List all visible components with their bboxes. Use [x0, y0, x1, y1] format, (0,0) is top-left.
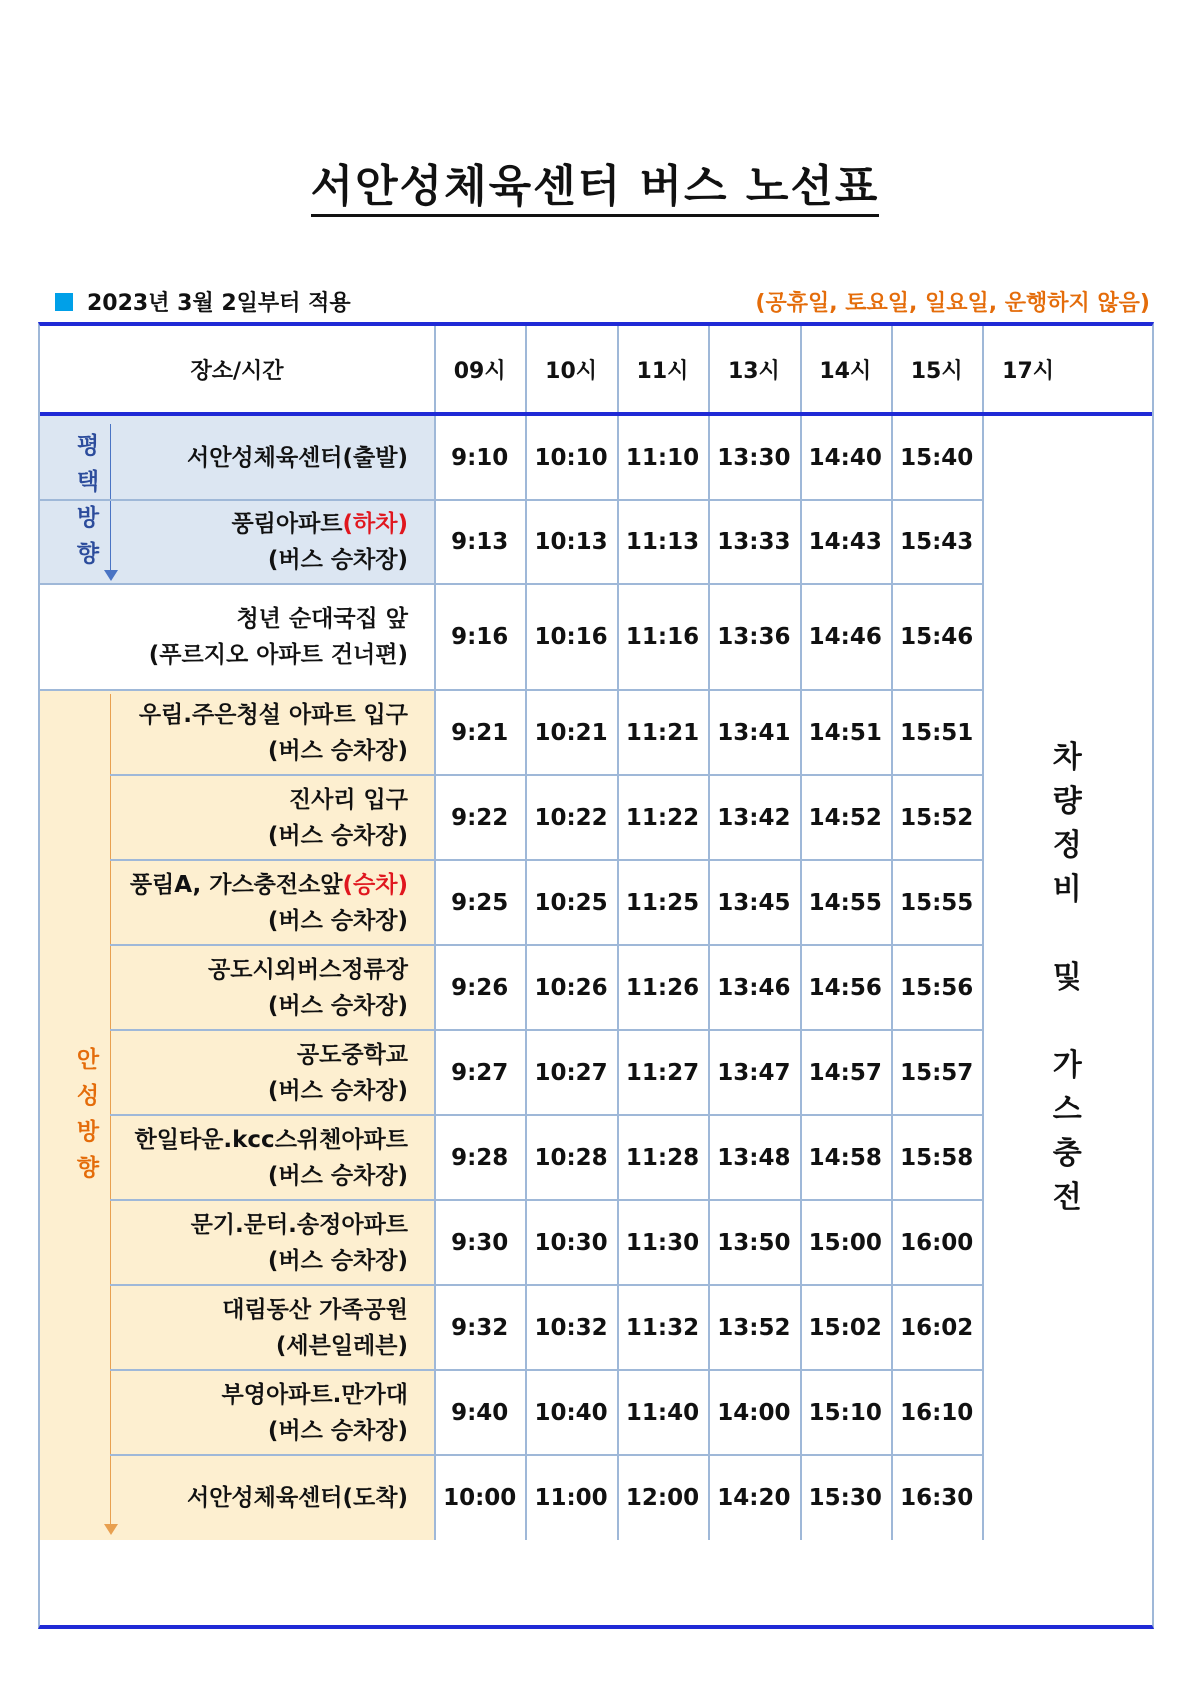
departure-time: 16:02: [900, 1314, 974, 1341]
departure-time: 15:51: [900, 719, 974, 746]
boarding-mark: (하차): [342, 511, 408, 537]
departure-time: 14:20: [717, 1484, 791, 1511]
departure-time: 9:16: [451, 624, 509, 650]
effective-date-text: 2023년 3월 2일부터 적용: [87, 291, 351, 316]
stop-name-text: 청년 순대국집 앞: [236, 606, 408, 632]
header-hour: 17시: [1002, 358, 1055, 384]
column-divider: [617, 416, 619, 1540]
stop-name-line1: [289, 782, 408, 818]
column-divider: [617, 326, 619, 412]
column-divider: [708, 416, 710, 1540]
departure-time: 15:56: [900, 974, 974, 1001]
maintenance-note-char: 차: [1052, 740, 1082, 775]
stop-name-text: 풍림아파트: [231, 511, 343, 537]
stop-name-line2: (푸르지오 아파트 건너편): [148, 642, 408, 668]
stop-name-line1: [187, 440, 408, 476]
departure-time: 9:13: [451, 529, 509, 555]
stop-name-line2: (세븐일레븐): [275, 1332, 408, 1359]
stop-name-line2: (버스 승차장): [267, 992, 408, 1019]
departure-time: 13:45: [717, 889, 791, 916]
departure-time: 11:27: [625, 1059, 700, 1086]
departure-time: 10:16: [534, 624, 608, 650]
stop-name: [40, 690, 434, 775]
departure-time: 15:10: [808, 1399, 882, 1426]
departure-time: 10:00: [443, 1484, 517, 1511]
header-hour: 15시: [910, 358, 963, 384]
stop-name-text: 문기.문터.송정아파트: [190, 1211, 408, 1238]
stop-name-line2: (버스 승차장): [267, 1247, 408, 1274]
departure-time: 14:55: [808, 889, 882, 916]
departure-time: 10:26: [534, 974, 608, 1001]
stop-name-line1: [208, 952, 408, 988]
stop-name-line1: [139, 697, 408, 733]
departure-time: 14:56: [808, 974, 882, 1001]
departure-time: 14:46: [808, 624, 882, 650]
stop-name-text: 한일타운.kcc스위첸아파트: [134, 1126, 408, 1153]
stop-name-text: 공도시외버스정류장: [208, 956, 408, 983]
timetable: [38, 322, 1154, 1629]
departure-time: 14:51: [808, 719, 882, 746]
stop-name-line2: (버스 승차장): [267, 822, 408, 849]
departure-time: 14:40: [808, 445, 882, 471]
departure-time: 11:25: [625, 889, 700, 916]
stop-name-line2: (버스 승차장): [267, 1077, 408, 1104]
departure-time: 10:40: [534, 1399, 608, 1426]
stop-name-line1: [135, 1122, 408, 1158]
stop-name-line1: [222, 1377, 408, 1413]
departure-time: 9:22: [451, 804, 509, 831]
departure-time: 10:13: [534, 529, 608, 555]
departure-time: 10:27: [534, 1059, 608, 1086]
departure-time: 10:30: [534, 1229, 608, 1256]
departure-time: 9:10: [451, 445, 509, 471]
stop-name-line1: [130, 867, 408, 903]
departure-time: 13:48: [717, 1144, 791, 1171]
departure-time: 10:10: [534, 445, 608, 471]
departure-time: 13:30: [717, 445, 791, 471]
column-divider: [708, 326, 710, 412]
header-hour: 13시: [727, 358, 780, 384]
page-title: [0, 150, 1190, 214]
departure-time: 9:21: [451, 719, 509, 746]
departure-time: 13:36: [717, 624, 791, 650]
holiday-notice: (공휴일, 토요일, 일요일, 운행하지 않음): [755, 291, 1150, 316]
departure-time: 15:58: [900, 1144, 974, 1171]
departure-time: 15:40: [900, 445, 974, 471]
stop-name-text: 서안성체육센터(도착): [187, 1484, 408, 1511]
maintenance-note-char: 충: [1052, 1136, 1082, 1171]
stop-name: [40, 1285, 434, 1370]
pyeongtaek-direction-label: 평 택 방 향: [76, 433, 100, 567]
header-hour: 09시: [453, 358, 506, 384]
departure-time: 9:40: [451, 1399, 509, 1426]
maintenance-note-char: 가: [1052, 1048, 1082, 1083]
stop-name: [40, 945, 434, 1030]
maintenance-note-char: 정: [1052, 828, 1082, 863]
stop-name-line1: [236, 601, 408, 637]
column-divider: [525, 416, 527, 1540]
departure-time: 13:41: [717, 719, 791, 746]
stop-name: [40, 1030, 434, 1115]
departure-time: 15:02: [808, 1314, 882, 1341]
header-hour: 11시: [636, 358, 689, 384]
departure-time: 11:00: [534, 1484, 608, 1511]
departure-time: 14:58: [808, 1144, 882, 1171]
stop-name: [40, 860, 434, 945]
departure-time: 9:26: [451, 974, 509, 1001]
maintenance-note-char: 비: [1052, 872, 1082, 907]
departure-time: 10:28: [534, 1144, 608, 1171]
departure-time: 13:42: [717, 804, 791, 831]
maintenance-note-char: 전: [1052, 1180, 1082, 1215]
departure-time: 14:52: [808, 804, 882, 831]
maintenance-note: [982, 416, 1152, 1540]
column-divider: [891, 326, 893, 412]
departure-time: 12:00: [625, 1484, 700, 1511]
square-bullet-icon: [55, 293, 73, 311]
stop-name-text: 우림.주은청설 아파트 입구: [138, 701, 408, 728]
stop-name: [40, 584, 434, 690]
boarding-mark: (승차): [342, 871, 408, 898]
stop-name: [40, 1370, 434, 1455]
departure-time: 11:26: [625, 974, 700, 1001]
column-divider: [982, 326, 984, 412]
maintenance-note-char: 스: [1052, 1092, 1082, 1127]
departure-time: 9:32: [451, 1314, 509, 1341]
stop-name-text: 부영아파트.만가대: [221, 1381, 408, 1408]
departure-time: 11:30: [625, 1229, 700, 1256]
stop-name: [40, 1455, 434, 1540]
stop-name: [40, 1115, 434, 1200]
departure-time: 13:52: [717, 1314, 791, 1341]
maintenance-note-char: 량: [1052, 784, 1082, 819]
column-divider: [525, 326, 527, 412]
departure-time: 15:46: [900, 624, 974, 650]
stop-name-text: 서안성체육센터(출발): [187, 445, 408, 471]
stop-name-line1: [231, 506, 408, 542]
departure-time: 15:52: [900, 804, 974, 831]
anseong-direction-label: 안 성 방 향: [76, 1047, 100, 1181]
departure-time: 9:27: [451, 1059, 509, 1086]
stop-name-text: 진사리 입구: [288, 786, 408, 813]
departure-time: 13:50: [717, 1229, 791, 1256]
stop-name: [40, 1200, 434, 1285]
departure-time: 10:22: [534, 804, 608, 831]
departure-time: 10:25: [534, 889, 608, 916]
header-hour: 14시: [819, 358, 872, 384]
maintenance-note-char: [1053, 1000, 1082, 1044]
departure-time: 11:28: [625, 1144, 700, 1171]
column-divider: [434, 416, 436, 1540]
departure-time: 9:30: [451, 1229, 509, 1256]
stop-name: [40, 500, 434, 584]
departure-time: 14:57: [808, 1059, 882, 1086]
header-hour: 10시: [545, 358, 598, 384]
departure-time: 11:10: [625, 445, 700, 471]
column-divider: [891, 416, 893, 1540]
departure-time: 15:57: [900, 1059, 974, 1086]
stop-name: [40, 416, 434, 500]
column-divider: [800, 326, 802, 412]
departure-time: 9:25: [451, 889, 509, 916]
stop-name-line2: (버스 승차장): [267, 1417, 408, 1444]
column-divider: [434, 326, 436, 412]
departure-time: 15:43: [900, 529, 974, 555]
departure-time: 11:21: [625, 719, 700, 746]
departure-time: 13:47: [717, 1059, 791, 1086]
effective-date: [55, 286, 351, 317]
stop-name-line1: [222, 1292, 408, 1328]
departure-time: 11:16: [625, 624, 700, 650]
timetable-header: [40, 326, 1152, 416]
departure-time: 14:43: [808, 529, 882, 555]
departure-time: 11:13: [625, 529, 700, 555]
stop-name-line1: [297, 1037, 408, 1073]
departure-time: 11:22: [625, 804, 700, 831]
departure-time: 15:30: [808, 1484, 882, 1511]
maintenance-note-text: [1053, 736, 1082, 1220]
stop-name-line2: (버스 승차장): [267, 907, 408, 934]
header-place-time: 장소/시간: [190, 358, 284, 384]
stop-name: [40, 775, 434, 860]
stop-name-text: 풍림A, 가스충전소앞: [129, 871, 343, 898]
departure-time: 13:33: [717, 529, 791, 555]
departure-time: 15:00: [808, 1229, 882, 1256]
departure-time: 16:30: [900, 1484, 974, 1511]
departure-time: 10:32: [534, 1314, 608, 1341]
departure-time: 13:46: [717, 974, 791, 1001]
departure-time: 15:55: [900, 889, 974, 916]
maintenance-note-char: 및: [1052, 960, 1082, 995]
departure-time: 9:28: [451, 1144, 509, 1171]
departure-time: 10:21: [534, 719, 608, 746]
stop-name-line1: [191, 1207, 408, 1243]
departure-time: 11:40: [625, 1399, 700, 1426]
column-divider: [800, 416, 802, 1540]
departure-time: 11:32: [625, 1314, 700, 1341]
stop-name-line2: (버스 승차장): [267, 737, 408, 764]
stop-name-text: 대림동산 가족공원: [222, 1296, 408, 1323]
departure-time: 14:00: [717, 1399, 791, 1426]
maintenance-note-char: [1053, 912, 1082, 956]
departure-time: 16:00: [900, 1229, 974, 1256]
page-title-text: 서안성체육센터 버스 노선표: [311, 161, 880, 217]
stop-name-text: 공도중학교: [296, 1041, 408, 1068]
stop-name-line2: (버스 승차장): [267, 547, 408, 573]
departure-time: 16:10: [900, 1399, 974, 1426]
stop-name-line1: [187, 1480, 408, 1516]
stop-name-line2: (버스 승차장): [267, 1162, 408, 1189]
